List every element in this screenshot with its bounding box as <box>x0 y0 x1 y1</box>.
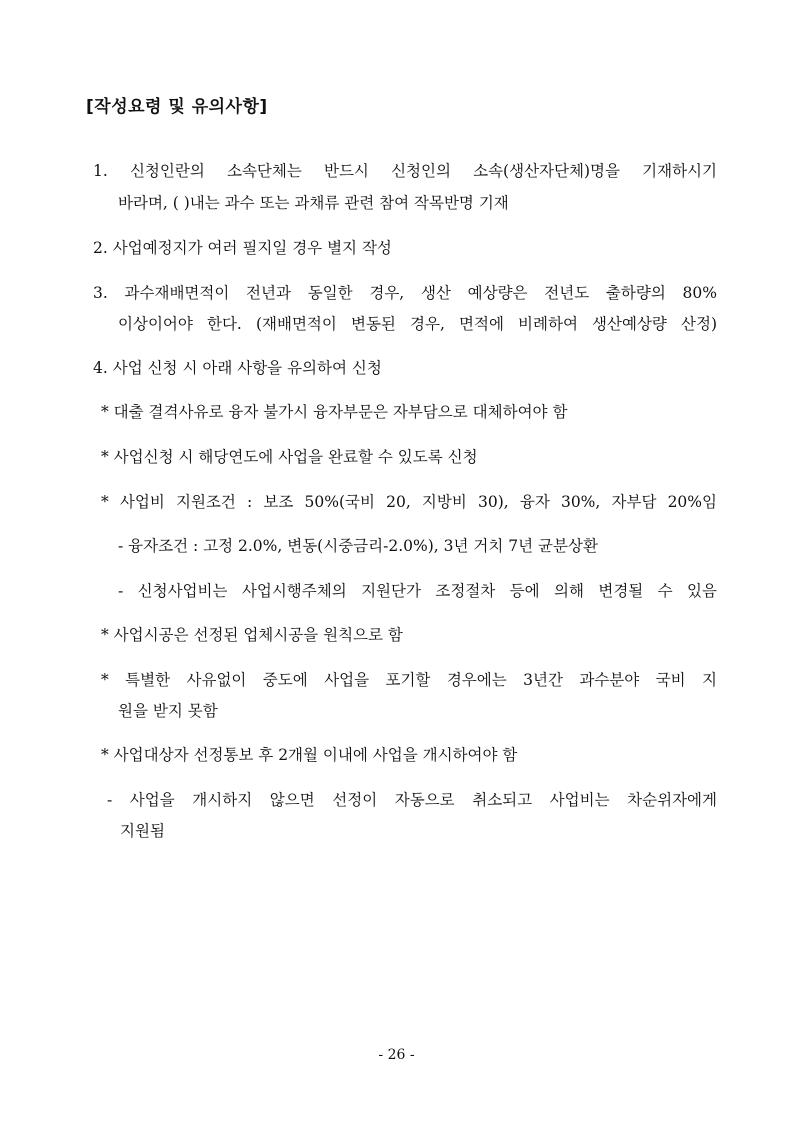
note-cancel-line-2: 지원됨 <box>120 822 165 840</box>
note-budget-change: - 신청사업비는 사업시행주체의 지원단가 조정절차 등에 의해 변경될 수 있음 <box>118 582 717 600</box>
item-1-line-1: 1. 신청인란의 소속단체는 반드시 신청인의 소속(생산자단체)명을 기재하시기 <box>93 162 717 180</box>
note-construction: * 사업시공은 선정된 업체시공을 원칙으로 함 <box>101 626 403 644</box>
note-abandon-line-2: 원을 받지 못함 <box>118 702 218 720</box>
note-abandon-line-1: * 특별한 사유없이 중도에 사업을 포기할 경우에는 3년간 과수분야 국비 지 <box>101 671 717 689</box>
note-cancel-line-1: - 사업을 개시하지 않으면 선정이 자동으로 취소되고 사업비는 차순위자에게 <box>107 791 717 809</box>
page-number: - 26 - <box>378 1047 415 1063</box>
section-title: [작성요령 및 유의사항] <box>86 97 268 117</box>
note-support-terms: * 사업비 지원조건 : 보조 50%(국비 20, 지방비 30), 융자 30%, 자부담 20%임 <box>101 493 717 511</box>
note-completion: * 사업신청 시 해당연도에 사업을 완료할 수 있도록 신청 <box>101 448 478 466</box>
note-start-deadline: * 사업대상자 선정통보 후 2개월 이내에 사업을 개시하여야 함 <box>101 746 518 764</box>
note-loan: * 대출 결격사유로 융자 불가시 융자부문은 자부담으로 대체하여야 함 <box>101 403 568 421</box>
item-1-line-2: 바라며, ( )내는 과수 또는 과채류 관련 참여 작목반명 기재 <box>118 194 509 212</box>
item-2: 2. 사업예정지가 여러 필지일 경우 별지 작성 <box>93 239 392 257</box>
note-loan-terms: - 융자조건 : 고정 2.0%, 변동(시중금리-2.0%), 3년 거치 7년 균분상환 <box>118 537 598 555</box>
item-3-line-1: 3. 과수재배면적이 전년과 동일한 경우, 생산 예상량은 전년도 출하량의 80% <box>93 284 717 302</box>
item-3-line-2: 이상이어야 한다. (재배면적이 변동된 경우, 면적에 비례하여 생산예상량 산정) <box>118 315 717 333</box>
item-4: 4. 사업 신청 시 아래 사항을 유의하여 신청 <box>93 359 382 377</box>
